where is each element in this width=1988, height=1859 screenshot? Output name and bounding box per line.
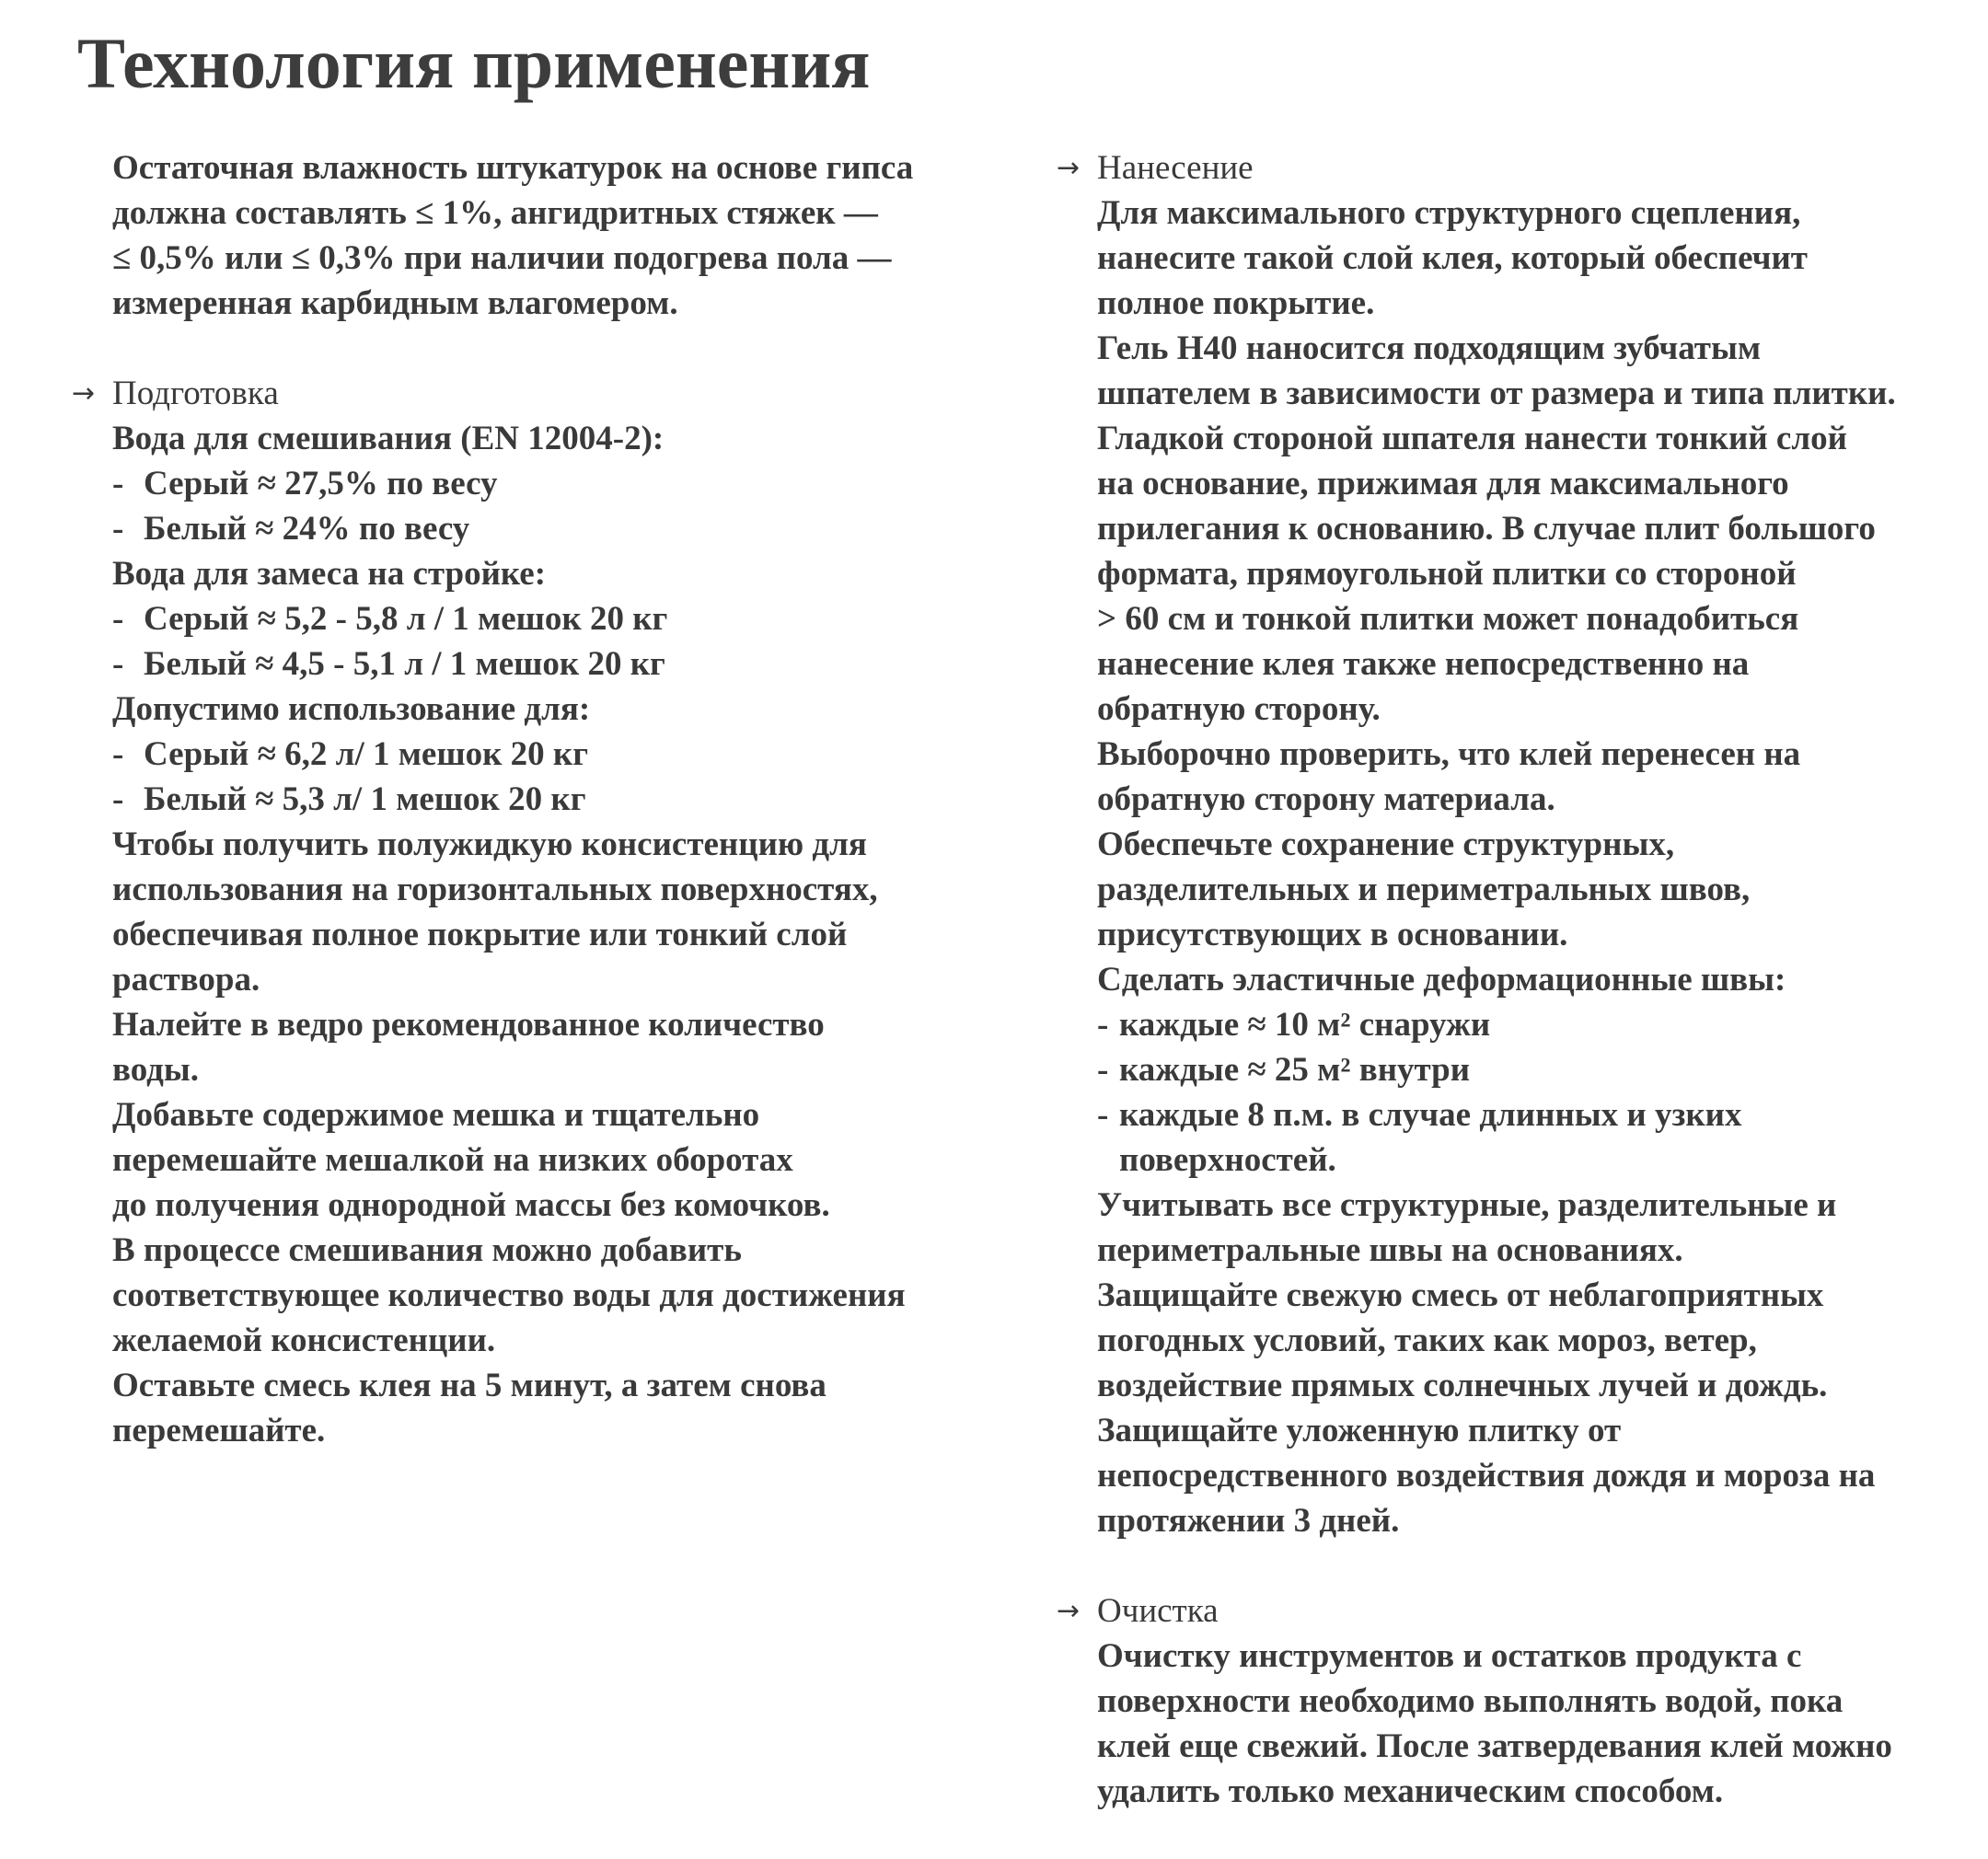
text-line: полное покрытие. [1097, 284, 1375, 322]
text-line: обеспечивая полное покрытие или тонкий слой [112, 916, 848, 953]
text-line: перемешайте. [112, 1412, 326, 1449]
text-line: поверхности необходимо выполнять водой, пока [1097, 1682, 1844, 1720]
text-line: нанесение клея также непосредственно на [1097, 645, 1750, 683]
text-line: ≤ 0,5% или ≤ 0,3% при наличии подогрева пола — [112, 239, 892, 277]
text-line: Налейте в ведро рекомендованное количество [112, 1006, 825, 1044]
heading-label: Подготовка [112, 375, 279, 412]
text-line: Сделать эластичные деформационные швы: [1097, 961, 1786, 999]
heading-label: Нанесение [1097, 149, 1254, 187]
text-line: на основание, прижимая для максимального [1097, 465, 1789, 502]
page-title: Технология применения [77, 23, 871, 103]
text-line: шпателем в зависимости от размера и типа плитки. [1097, 375, 1896, 412]
section-heading-preparation [72, 371, 1033, 416]
text-line: Гель H40 наносится подходящим зубчатым [1097, 329, 1762, 367]
list-item: - Белый ≈ 24% по весу [112, 510, 470, 548]
list-item: - Серый ≈ 27,5% по весу [112, 465, 498, 502]
list-item: - Белый ≈ 5,3 л/ 1 мешок 20 кг [112, 780, 586, 818]
text-line: прилегания к основанию. В случае плит большого [1097, 510, 1876, 548]
text-line: обратную сторону материала. [1097, 780, 1555, 818]
text-line: клей еще свежий. После затвердевания клей можно [1097, 1727, 1892, 1765]
text-line: удалить только механическим способом. [1097, 1772, 1724, 1810]
text-line: измеренная карбидным влагомером. [112, 284, 678, 322]
text-line: Остаточная влажность штукатурок на основе гипса [112, 149, 914, 187]
text-line: погодных условий, таких как мороз, ветер, [1097, 1322, 1757, 1359]
text-line: Чтобы получить полужидкую консистенцию для [112, 826, 867, 863]
text-line: Вода для замеса на стройке: [112, 555, 547, 593]
arrow-right-icon: → [1057, 1595, 1081, 1627]
list-item: - Серый ≈ 5,2 - 5,8 л / 1 мешок 20 кг [112, 600, 668, 638]
text-line: разделительных и периметральных швов, [1097, 871, 1751, 908]
text-line: присутствующих в основании. [1097, 916, 1568, 953]
text-line: Защищайте свежую смесь от неблагоприятных [1097, 1276, 1824, 1314]
text-line: Оставьте смесь клея на 5 минут, а затем снова [112, 1367, 826, 1404]
heading-label: Очистка [1097, 1592, 1219, 1630]
text-line: периметральные швы на основаниях. [1097, 1231, 1683, 1269]
text-line: непосредственного воздействия дождя и мороза на [1097, 1457, 1876, 1495]
text-line: до получения однородной массы без комочков. [112, 1186, 830, 1224]
text-line: Вода для смешивания (EN 12004-2): [112, 420, 665, 457]
list-item: - каждые ≈ 10 м² снаружи [1097, 1006, 1491, 1044]
arrow-right-icon: → [1057, 152, 1081, 184]
list-item: - Белый ≈ 4,5 - 5,1 л / 1 мешок 20 кг [112, 645, 665, 683]
text-line: > 60 см и тонкой плитки может понадобиться [1097, 600, 1799, 638]
text-line: Обеспечьте сохранение структурных, [1097, 826, 1675, 863]
text-line: протяжении 3 дней. [1097, 1502, 1400, 1540]
list-item-continuation: поверхностей. [1119, 1141, 1336, 1179]
text-line: воды. [112, 1051, 200, 1089]
section-heading-application [1057, 145, 1981, 191]
section-heading-cleaning [1057, 1588, 1981, 1634]
text-line: желаемой консистенции. [112, 1322, 496, 1359]
text-line: Учитывать все структурные, разделительные и [1097, 1186, 1837, 1224]
arrow-right-icon: → [72, 377, 96, 410]
text-line: Допустимо использование для: [112, 690, 591, 728]
text-line: Защищайте уложенную плитку от [1097, 1412, 1622, 1449]
text-line: Гладкой стороной шпателя нанести тонкий слой [1097, 420, 1847, 457]
text-line: обратную сторону. [1097, 690, 1381, 728]
text-line: перемешайте мешалкой на низких оборотах [112, 1141, 793, 1179]
list-item: - Серый ≈ 6,2 л/ 1 мешок 20 кг [112, 735, 589, 773]
text-line: формата, прямоугольной плитки со стороной [1097, 555, 1797, 593]
text-line: Очистку инструментов и остатков продукта с [1097, 1637, 1802, 1675]
text-line: соответствующее количество воды для достижения [112, 1276, 906, 1314]
text-line: Добавьте содержимое мешка и тщательно [112, 1096, 760, 1134]
text-line: должна составлять ≤ 1%, ангидритных стяжек — [112, 194, 878, 232]
text-line: воздействие прямых солнечных лучей и дождь. [1097, 1367, 1828, 1404]
text-line: нанесите такой слой клея, который обеспечит [1097, 239, 1808, 277]
text-line: В процессе смешивания можно добавить [112, 1231, 742, 1269]
text-line: Выборочно проверить, что клей перенесен на [1097, 735, 1801, 773]
text-line: использования на горизонтальных поверхностях, [112, 871, 878, 908]
list-item: - каждые 8 п.м. в случае длинных и узких [1097, 1096, 1742, 1134]
left-column [72, 145, 1033, 1453]
list-item: - каждые ≈ 25 м² внутри [1097, 1051, 1471, 1089]
text-line: раствора. [112, 961, 260, 999]
right-column [1057, 145, 1981, 1814]
text-line: Для максимального структурного сцепления, [1097, 194, 1801, 232]
